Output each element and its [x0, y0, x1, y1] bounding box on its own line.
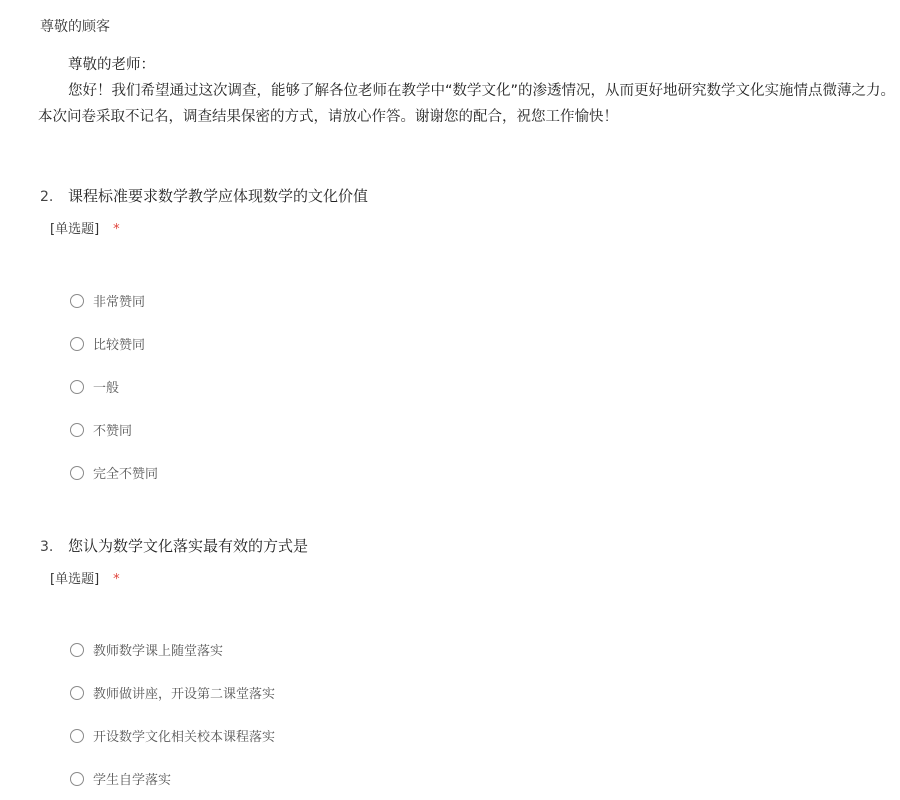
option-label: 一般 — [93, 381, 120, 396]
options-question-2 — [70, 279, 158, 494]
radio-icon[interactable] — [70, 380, 84, 394]
question-number: 2. — [40, 189, 54, 205]
option-radio[interactable] — [70, 757, 275, 800]
option-radio[interactable] — [70, 714, 275, 757]
question-type — [50, 220, 880, 240]
option-radio[interactable] — [70, 451, 158, 494]
question-title — [40, 184, 880, 208]
option-label: 开设数学文化相关校本课程落实 — [93, 730, 276, 745]
option-label: 非常赞同 — [93, 295, 146, 310]
option-radio[interactable] — [70, 279, 158, 322]
intro-salutation: 尊敬的老师： — [68, 57, 155, 73]
option-radio[interactable] — [70, 628, 275, 671]
required-marker: * — [113, 222, 120, 237]
option-label: 不赞同 — [93, 424, 133, 439]
option-radio[interactable] — [70, 365, 158, 408]
required-marker: * — [113, 572, 120, 587]
option-label: 比较赞同 — [93, 338, 146, 353]
radio-icon[interactable] — [70, 772, 84, 786]
greeting: 尊敬的顾客 — [40, 19, 110, 35]
question-title — [40, 534, 880, 558]
survey-intro — [38, 52, 898, 130]
question-type-label: [单选题] — [50, 572, 100, 587]
question-number: 3. — [40, 539, 54, 555]
radio-icon[interactable] — [70, 337, 84, 351]
question-3 — [40, 534, 880, 590]
radio-icon[interactable] — [70, 423, 84, 437]
intro-body: 您好！我们希望通过这次调查，能够了解各位老师在教学中“数学文化”的渗透情况，从而更好地研究数学文化实施情点微薄之力。本次问卷采取不记名，调查结果保密的方式，请放心作答。谢谢您的配合，祝您工作愉快！ — [38, 83, 896, 125]
option-label: 学生自学落实 — [93, 773, 172, 788]
option-radio[interactable] — [70, 671, 275, 714]
question-type-label: [单选题] — [50, 222, 100, 237]
radio-icon[interactable] — [70, 466, 84, 480]
question-2 — [40, 184, 880, 240]
radio-icon[interactable] — [70, 729, 84, 743]
radio-icon[interactable] — [70, 294, 84, 308]
option-label: 教师做讲座，开设第二课堂落实 — [93, 687, 276, 702]
option-radio[interactable] — [70, 408, 158, 451]
radio-icon[interactable] — [70, 643, 84, 657]
question-text: 课程标准要求数学教学应体现数学的文化价值 — [68, 187, 369, 205]
option-radio[interactable] — [70, 322, 158, 365]
question-type — [50, 570, 880, 590]
options-question-3 — [70, 628, 275, 800]
option-label: 教师数学课上随堂落实 — [93, 644, 224, 659]
question-text: 您认为数学文化落实最有效的方式是 — [68, 537, 309, 555]
radio-icon[interactable] — [70, 686, 84, 700]
option-label: 完全不赞同 — [93, 467, 159, 482]
